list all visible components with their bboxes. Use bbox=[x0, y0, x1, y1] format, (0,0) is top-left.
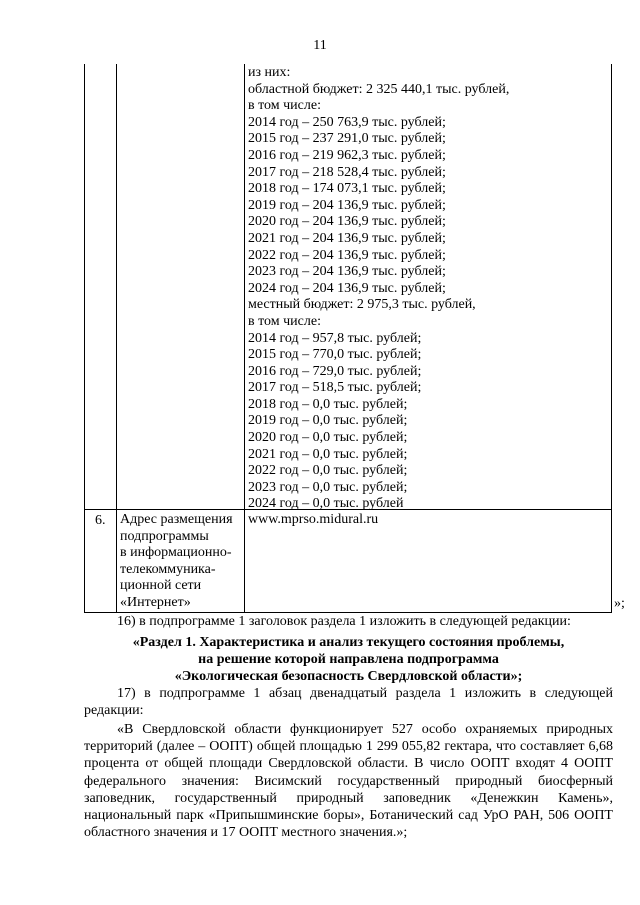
funding-line: 2015 год – 770,0 тыс. рублей; bbox=[248, 347, 422, 363]
funding-line: областной бюджет: 2 325 440,1 тыс. рублей, bbox=[248, 81, 510, 97]
closing-quote-mark: »; bbox=[614, 596, 625, 611]
funding-line: 2016 год – 219 962,3 тыс. рублей; bbox=[248, 147, 446, 163]
paragraph-17: 17) в подпрограмме 1 абзац двенадцатый раздела 1 изложить в следующей редакции: bbox=[84, 686, 613, 718]
funding-line: 2017 год – 218 528,4 тыс. рублей; bbox=[248, 164, 446, 180]
funding-line: 2023 год – 204 136,9 тыс. рублей; bbox=[248, 264, 446, 280]
row-label-line: «Интернет» bbox=[120, 594, 191, 610]
row-label bbox=[120, 512, 233, 612]
section-heading-line: «Экологическая безопасность Свердловской области»; bbox=[174, 669, 523, 684]
funding-line: 2022 год – 0,0 тыс. рублей; bbox=[248, 463, 408, 479]
funding-line: 2018 год – 0,0 тыс. рублей; bbox=[248, 396, 408, 412]
funding-line: 2022 год – 204 136,9 тыс. рублей; bbox=[248, 247, 446, 263]
funding-line: 2017 год – 518,5 тыс. рублей; bbox=[248, 380, 422, 396]
funding-line: 2020 год – 204 136,9 тыс. рублей; bbox=[248, 214, 446, 230]
budget-table bbox=[84, 64, 612, 613]
row-label-line: подпрограммы bbox=[120, 528, 209, 544]
row-label-line: ционной сети bbox=[120, 578, 202, 594]
row-number: 6. bbox=[95, 513, 106, 528]
section-heading bbox=[84, 634, 613, 685]
funding-line: 2024 год – 0,0 тыс. рублей bbox=[248, 496, 404, 512]
paragraph-16: 16) в подпрограмме 1 заголовок раздела 1 изложить в следующей редакции: bbox=[117, 614, 571, 629]
funding-line: из них: bbox=[248, 65, 291, 80]
quoted-paragraph: «В Свердловской области функционирует 527 особо охраняемых природных территорий (далее – ООПТ) общей площадью 1 299 055,82 гектара, что составляет 6,68 процента от общей площади Свердловской области. В число ООПТ входят 4 ООПТ федерального значения: Висимский государственный природный биосферный заповедник, государственный природный заповедник «Денежкин Камень», национальный парк «Припышминские боры», Ботанический сад УрО РАН, 506 ООПТ областного значения и 17 ООПТ местного значения.»; bbox=[84, 722, 613, 841]
table-column-divider bbox=[116, 64, 117, 612]
funding-line: 2018 год – 174 073,1 тыс. рублей; bbox=[248, 181, 446, 197]
funding-line: 2019 год – 204 136,9 тыс. рублей; bbox=[248, 197, 446, 213]
row-label-line: телекоммуника- bbox=[120, 561, 216, 577]
section-heading-line: на решение которой направлена подпрограмма bbox=[198, 652, 499, 667]
section-heading-line: «Раздел 1. Характеристика и анализ текущего состояния проблемы, bbox=[132, 635, 565, 650]
funding-line: 2016 год – 729,0 тыс. рублей; bbox=[248, 363, 422, 379]
funding-line: 2014 год – 957,8 тыс. рублей; bbox=[248, 330, 422, 346]
funding-line: 2021 год – 0,0 тыс. рублей; bbox=[248, 446, 408, 462]
website-address: www.mprso.midural.ru bbox=[248, 512, 379, 527]
funding-line: 2024 год – 204 136,9 тыс. рублей; bbox=[248, 280, 446, 296]
page-number: 11 bbox=[313, 38, 327, 53]
funding-line: 2015 год – 237 291,0 тыс. рублей; bbox=[248, 131, 446, 147]
funding-line: 2020 год – 0,0 тыс. рублей; bbox=[248, 430, 408, 446]
row-label-line: Адрес размещения bbox=[120, 512, 233, 527]
funding-line: в том числе: bbox=[248, 313, 321, 329]
funding-line: 2023 год – 0,0 тыс. рублей; bbox=[248, 479, 408, 495]
funding-line: в том числе: bbox=[248, 98, 321, 114]
funding-cell bbox=[248, 65, 609, 513]
funding-line: 2019 год – 0,0 тыс. рублей; bbox=[248, 413, 408, 429]
table-column-divider bbox=[244, 64, 245, 612]
row-label-line: в информационно- bbox=[120, 545, 232, 561]
funding-line: 2021 год – 204 136,9 тыс. рублей; bbox=[248, 230, 446, 246]
funding-line: 2014 год – 250 763,9 тыс. рублей; bbox=[248, 114, 446, 130]
funding-line: местный бюджет: 2 975,3 тыс. рублей, bbox=[248, 297, 476, 313]
